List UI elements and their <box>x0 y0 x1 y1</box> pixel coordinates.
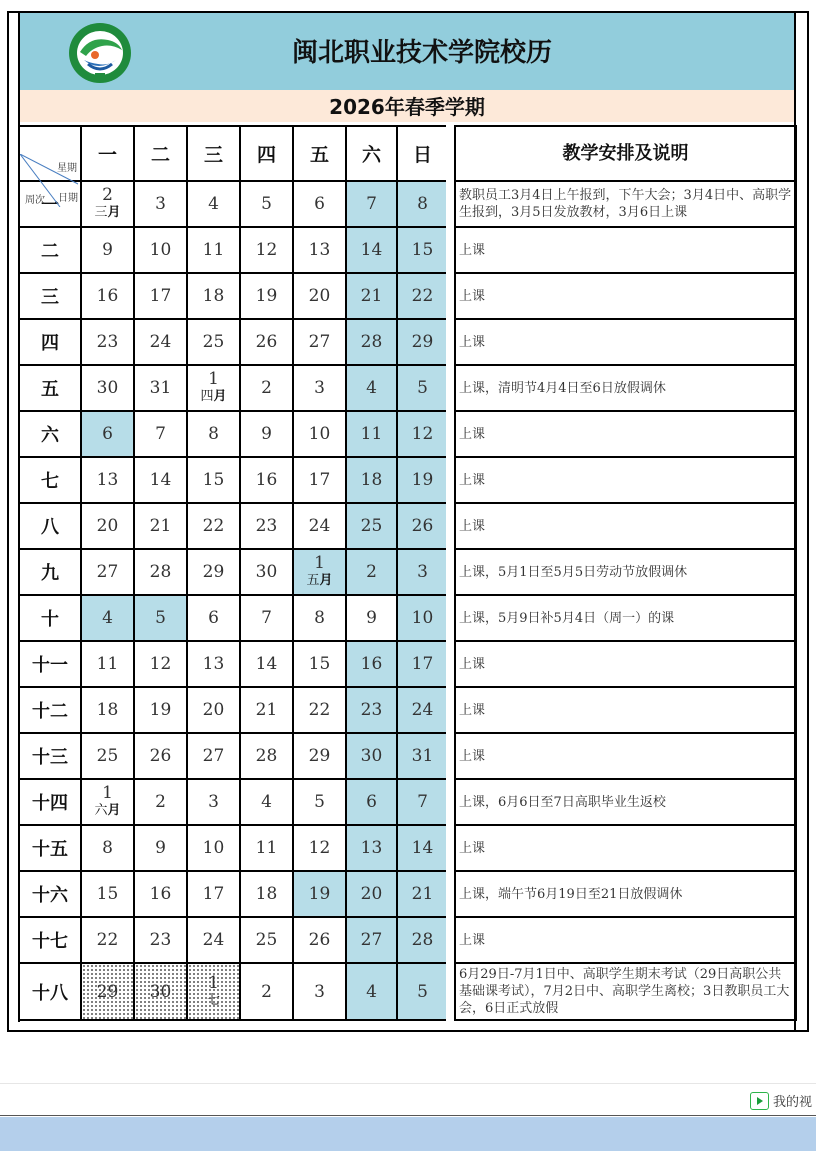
day-cell: 14 <box>134 457 187 503</box>
corner-label-week: 周次 <box>25 194 45 206</box>
week-number: 十 <box>19 595 81 641</box>
day-cell: 10 <box>134 227 187 273</box>
day-cell: 28 <box>397 917 448 963</box>
day-number: 1 <box>208 369 219 389</box>
day-cell: 25 <box>346 503 397 549</box>
day-cell: 5 <box>293 779 346 825</box>
day-cell: 27 <box>81 549 134 595</box>
note-row <box>455 503 796 549</box>
day-cell: 2 <box>240 963 293 1020</box>
day-cell: 21 <box>346 273 397 319</box>
week-row <box>19 733 448 779</box>
day-cell <box>187 963 240 1020</box>
schedule-note: 上课 <box>455 825 796 871</box>
month-label <box>82 802 133 819</box>
day-cell: 10 <box>187 825 240 871</box>
term-title: 2026年春季学期 <box>329 95 485 119</box>
schedule-note: 上课 <box>455 641 796 687</box>
day-cell: 19 <box>240 273 293 319</box>
header-row <box>19 126 448 181</box>
day-cell: 25 <box>240 917 293 963</box>
day-cell: 9 <box>240 411 293 457</box>
my-video-link[interactable] <box>750 1091 812 1110</box>
weekday-header: 六 <box>346 126 397 181</box>
note-row <box>455 825 796 871</box>
schedule-note: 上课 <box>455 273 796 319</box>
note-row <box>455 963 796 1020</box>
day-cell: 7 <box>397 779 448 825</box>
day-cell <box>81 181 134 227</box>
day-number: 1 <box>208 972 219 993</box>
note-row <box>455 687 796 733</box>
week-number: 八 <box>19 503 81 549</box>
day-cell: 12 <box>293 825 346 871</box>
day-cell: 16 <box>346 641 397 687</box>
day-cell: 10 <box>397 595 448 641</box>
week-number: 十六 <box>19 871 81 917</box>
day-cell: 11 <box>346 411 397 457</box>
day-cell: 27 <box>187 733 240 779</box>
term-banner <box>20 90 794 124</box>
day-cell: 22 <box>187 503 240 549</box>
weekday-header: 日 <box>397 126 448 181</box>
day-cell: 5 <box>397 365 448 411</box>
note-row <box>455 549 796 595</box>
day-cell: 11 <box>187 227 240 273</box>
month-number: 六 <box>94 803 108 818</box>
note-row <box>455 181 796 227</box>
day-cell: 24 <box>134 319 187 365</box>
day-cell: 7 <box>240 595 293 641</box>
month-label <box>188 388 239 405</box>
week-number: 十三 <box>19 733 81 779</box>
day-cell: 15 <box>81 871 134 917</box>
note-row <box>455 319 796 365</box>
day-cell: 24 <box>293 503 346 549</box>
week-row <box>19 917 448 963</box>
day-cell: 13 <box>187 641 240 687</box>
month-number: 七 <box>206 992 220 1008</box>
schedule-note: 上课 <box>455 733 796 779</box>
note-row <box>455 595 796 641</box>
day-cell: 14 <box>397 825 448 871</box>
month-number: 三 <box>94 205 108 220</box>
day-cell: 6 <box>346 779 397 825</box>
day-cell <box>293 549 346 595</box>
note-row <box>455 779 796 825</box>
day-cell: 30 <box>346 733 397 779</box>
weekday-header: 二 <box>134 126 187 181</box>
note-row <box>455 457 796 503</box>
day-cell: 12 <box>240 227 293 273</box>
schedule-note: 上课 <box>455 411 796 457</box>
week-number: 九 <box>19 549 81 595</box>
notes-header-row <box>455 126 796 181</box>
day-cell: 16 <box>134 871 187 917</box>
day-cell: 28 <box>134 549 187 595</box>
day-cell: 18 <box>187 273 240 319</box>
weekday-header: 五 <box>293 126 346 181</box>
column-gap <box>446 125 454 1022</box>
day-cell: 2 <box>346 549 397 595</box>
day-cell: 25 <box>187 319 240 365</box>
day-cell: 3 <box>397 549 448 595</box>
college-logo-icon <box>68 22 132 84</box>
week-row <box>19 503 448 549</box>
month-suffix: 月 <box>213 389 227 404</box>
day-cell: 15 <box>397 227 448 273</box>
month-label <box>188 992 239 1009</box>
week-number: 六 <box>19 411 81 457</box>
week-row <box>19 641 448 687</box>
week-number: 一 <box>19 181 81 227</box>
day-cell: 31 <box>134 365 187 411</box>
month-suffix: 月 <box>107 803 121 818</box>
schedule-note: 上课，5月9日补5月4日（周一）的课 <box>455 595 796 641</box>
day-cell: 10 <box>293 411 346 457</box>
day-cell: 26 <box>293 917 346 963</box>
day-cell: 4 <box>187 181 240 227</box>
footer-bar <box>0 1084 816 1116</box>
month-suffix: 月 <box>319 573 333 588</box>
week-number: 十八 <box>19 963 81 1020</box>
week-number: 十四 <box>19 779 81 825</box>
schedule-note: 6月29日-7月1日中、高职学生期末考试（29日高职公共基础课考试），7月2日中、高职学生离校；3日教职员工大会，6日正式放假 <box>455 963 796 1020</box>
note-row <box>455 871 796 917</box>
day-cell: 28 <box>240 733 293 779</box>
day-cell: 13 <box>81 457 134 503</box>
day-cell: 26 <box>134 733 187 779</box>
day-cell: 3 <box>187 779 240 825</box>
note-row <box>455 227 796 273</box>
day-cell: 12 <box>397 411 448 457</box>
schedule-note: 上课，清明节4月4日至6日放假调休 <box>455 365 796 411</box>
week-row <box>19 181 448 227</box>
schedule-note: 上课，6月6日至7日高职毕业生返校 <box>455 779 796 825</box>
day-cell: 15 <box>187 457 240 503</box>
day-cell: 24 <box>187 917 240 963</box>
week-number: 四 <box>19 319 81 365</box>
week-row <box>19 273 448 319</box>
day-cell: 17 <box>397 641 448 687</box>
page-title: 闽北职业技术学院校历 <box>291 38 552 68</box>
day-cell: 26 <box>240 319 293 365</box>
day-cell: 8 <box>187 411 240 457</box>
note-row <box>455 365 796 411</box>
week-number: 七 <box>19 457 81 503</box>
day-cell: 2 <box>134 779 187 825</box>
day-cell: 22 <box>397 273 448 319</box>
day-cell: 18 <box>240 871 293 917</box>
day-cell: 28 <box>346 319 397 365</box>
day-cell: 5 <box>240 181 293 227</box>
my-video-label: 我的视 <box>773 1095 813 1110</box>
week-row <box>19 595 448 641</box>
day-cell: 18 <box>346 457 397 503</box>
month-number: 五 <box>306 573 320 588</box>
schedule-note: 教职员工3月4日上午报到，下午大会；3月4日中、高职学生报到，3月5日发放教材，3月6日上课 <box>455 181 796 227</box>
day-cell: 29 <box>293 733 346 779</box>
day-cell: 23 <box>81 319 134 365</box>
schedule-note: 上课 <box>455 457 796 503</box>
day-cell: 20 <box>346 871 397 917</box>
week-row <box>19 227 448 273</box>
day-cell <box>187 365 240 411</box>
month-suffix: 月 <box>107 205 121 220</box>
corner-label-weekday: 星期 <box>57 162 77 174</box>
week-row <box>19 549 448 595</box>
day-cell: 13 <box>293 227 346 273</box>
week-number: 十二 <box>19 687 81 733</box>
day-cell: 13 <box>346 825 397 871</box>
day-cell: 7 <box>134 411 187 457</box>
notes-header: 教学安排及说明 <box>455 126 796 181</box>
day-cell: 17 <box>134 273 187 319</box>
day-cell: 15 <box>293 641 346 687</box>
day-cell: 8 <box>81 825 134 871</box>
weekday-header: 一 <box>81 126 134 181</box>
schedule-note: 上课 <box>455 227 796 273</box>
note-row <box>455 733 796 779</box>
day-cell: 5 <box>397 963 448 1020</box>
week-row <box>19 825 448 871</box>
day-cell: 3 <box>134 181 187 227</box>
day-cell: 19 <box>397 457 448 503</box>
day-cell: 8 <box>397 181 448 227</box>
day-cell: 9 <box>346 595 397 641</box>
day-cell: 6 <box>187 595 240 641</box>
day-cell: 4 <box>346 365 397 411</box>
day-cell: 11 <box>81 641 134 687</box>
weekday-header: 四 <box>240 126 293 181</box>
month-label <box>82 204 133 221</box>
day-cell: 29 <box>397 319 448 365</box>
week-row <box>19 687 448 733</box>
play-icon <box>750 1092 769 1110</box>
day-cell: 31 <box>397 733 448 779</box>
schedule-note: 上课，5月1日至5月5日劳动节放假调休 <box>455 549 796 595</box>
month-label <box>294 572 345 589</box>
weekday-header: 三 <box>187 126 240 181</box>
week-number: 十五 <box>19 825 81 871</box>
day-cell: 9 <box>81 227 134 273</box>
day-cell: 21 <box>240 687 293 733</box>
note-row <box>455 641 796 687</box>
title-banner <box>20 13 794 90</box>
schedule-note: 上课，端午节6月19日至21日放假调休 <box>455 871 796 917</box>
day-number: 2 <box>102 185 113 205</box>
day-cell: 5 <box>134 595 187 641</box>
day-cell: 29 <box>187 549 240 595</box>
week-number: 五 <box>19 365 81 411</box>
day-cell: 30 <box>81 365 134 411</box>
day-cell: 20 <box>293 273 346 319</box>
day-cell: 6 <box>293 181 346 227</box>
note-row <box>455 917 796 963</box>
day-cell: 16 <box>240 457 293 503</box>
day-cell: 27 <box>346 917 397 963</box>
corner-header-cell <box>19 126 81 206</box>
day-cell: 3 <box>293 963 346 1020</box>
day-cell: 6 <box>81 411 134 457</box>
note-row <box>455 273 796 319</box>
day-cell: 21 <box>397 871 448 917</box>
schedule-note: 上课 <box>455 687 796 733</box>
week-number: 二 <box>19 227 81 273</box>
day-cell: 20 <box>81 503 134 549</box>
day-cell: 14 <box>240 641 293 687</box>
day-cell: 26 <box>397 503 448 549</box>
week-row <box>19 411 448 457</box>
taskbar-area <box>0 1117 816 1151</box>
day-cell: 30 <box>134 963 187 1020</box>
month-number: 四 <box>200 389 214 404</box>
day-cell: 25 <box>81 733 134 779</box>
day-cell: 4 <box>240 779 293 825</box>
day-cell: 11 <box>240 825 293 871</box>
day-cell: 17 <box>293 457 346 503</box>
day-number: 1 <box>102 783 113 803</box>
week-row <box>19 963 448 1020</box>
corner-label-date: 日期 <box>58 192 78 204</box>
day-cell: 23 <box>346 687 397 733</box>
day-cell: 23 <box>134 917 187 963</box>
day-cell: 24 <box>397 687 448 733</box>
day-cell: 30 <box>240 549 293 595</box>
day-cell: 21 <box>134 503 187 549</box>
day-cell: 3 <box>293 365 346 411</box>
day-cell: 22 <box>293 687 346 733</box>
day-cell: 18 <box>81 687 134 733</box>
notes-column <box>454 125 797 1021</box>
week-row <box>19 365 448 411</box>
schedule-note: 上课 <box>455 503 796 549</box>
schedule-note: 上课 <box>455 917 796 963</box>
week-row <box>19 457 448 503</box>
day-cell: 4 <box>81 595 134 641</box>
day-cell: 20 <box>187 687 240 733</box>
week-number: 十七 <box>19 917 81 963</box>
day-number: 1 <box>314 553 325 573</box>
week-row <box>19 319 448 365</box>
day-cell: 12 <box>134 641 187 687</box>
day-cell: 27 <box>293 319 346 365</box>
note-row <box>455 411 796 457</box>
day-cell: 7 <box>346 181 397 227</box>
day-cell <box>81 779 134 825</box>
week-number: 三 <box>19 273 81 319</box>
day-cell: 19 <box>293 871 346 917</box>
day-cell: 14 <box>346 227 397 273</box>
day-cell: 9 <box>134 825 187 871</box>
day-cell: 23 <box>240 503 293 549</box>
schedule-note: 上课 <box>455 319 796 365</box>
day-cell: 4 <box>346 963 397 1020</box>
day-cell: 19 <box>134 687 187 733</box>
calendar-grid <box>18 125 449 1021</box>
day-cell: 8 <box>293 595 346 641</box>
week-number: 十一 <box>19 641 81 687</box>
day-cell: 22 <box>81 917 134 963</box>
week-row <box>19 779 448 825</box>
day-cell: 2 <box>240 365 293 411</box>
day-cell: 29 <box>81 963 134 1020</box>
day-cell: 17 <box>187 871 240 917</box>
week-row <box>19 871 448 917</box>
day-cell: 16 <box>81 273 134 319</box>
